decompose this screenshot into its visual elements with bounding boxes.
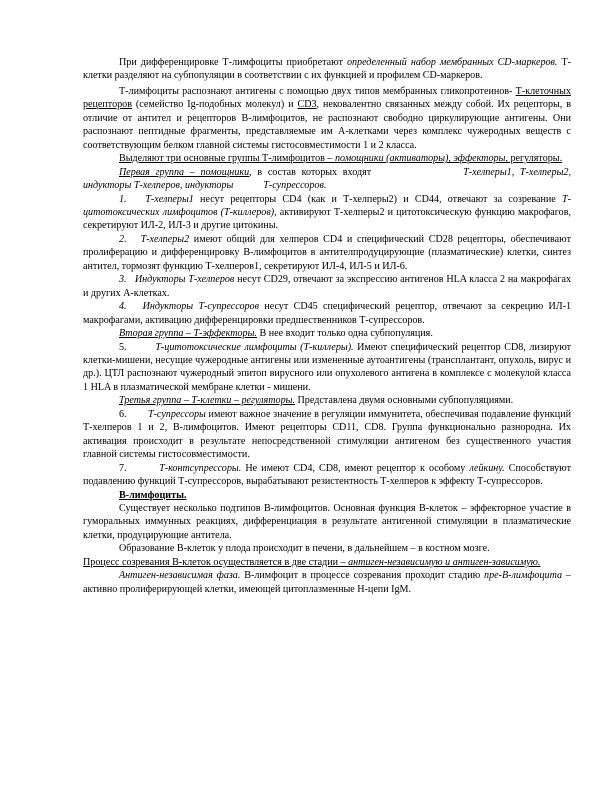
text: (семейство Ig-подобных молекул) и: [132, 99, 298, 111]
italic-text: лейкину.: [469, 462, 505, 474]
italic-text: Т-цитотоксических лимфоцитов (Т-киллеров),: [83, 193, 571, 218]
item-number: 3.: [119, 274, 127, 286]
item-number: 7.: [119, 462, 127, 474]
paragraph-b-cell-origin: [83, 542, 571, 555]
italic-text: Т-хелперы2: [140, 233, 190, 245]
text: Не имеют CD4, CD8, имеют рецептор к особому: [241, 462, 470, 474]
italic-text: Индукторы Т-хелперов: [134, 274, 235, 286]
paragraph-maturation: [83, 556, 571, 569]
paragraph-antigen-independent: [83, 569, 571, 596]
text: имеют важное значение в регуляции иммунитета, обеспечивая подавление функций Т-хелперов 1 и 2, В-лимфоцитов. Имеют рецепторы CD11, CD8. Группа функционально разнородна. Их активация происходит в результате непосредственной стимуляции антигеном без существенного участия главной системы гистосовместимости.: [83, 408, 571, 461]
text: , в состав которых входят: [249, 166, 372, 178]
underlined-text: регуляторы.: [507, 153, 563, 165]
underlined-text: Т-клеточных рецепторов: [83, 85, 571, 111]
italic-text: Т-хелперы1, Т-хелперы2, индукторы Т-хелперов, индукторы: [83, 166, 571, 192]
list-item: [83, 300, 571, 327]
text: активируют Т-хелперы2 и цитотоксическую функцию макрофагов, секретируют ИЛ-2, ИЛ-3 и другие цитокины.: [83, 206, 571, 232]
text: Имеют специфический рецептор CD8, лизируют клетки-мишени, несущие чужеродные антигены или измененные аутоантигены (трансплантант, опухоль, вирус и др.). ЦТЛ распознают чужеродный эпитоп вирусного или опухолевого антигена в комплексе с молекулой класса 1 HLA в плазматической мембране клетки - мишени.: [83, 341, 572, 393]
paragraph-second-group: [83, 327, 571, 340]
underlined-italic-text: Вторая группа – Т-эффекторы.: [119, 328, 257, 340]
underlined-italic-text: Третья группа – Т-клетки – регуляторы.: [119, 395, 295, 407]
italic-text: Т-супрессоров.: [263, 180, 327, 192]
text: При дифференцировке Т-лимфоциты приобретают: [119, 57, 347, 68]
heading-text: В-лимфоциты.: [119, 489, 187, 501]
text: В нее входит только одна субпопуляция.: [256, 328, 433, 340]
underlined-italic-text: антиген-независимую и антиген-зависимую.: [348, 556, 541, 568]
list-item: [83, 193, 571, 233]
italic-text: пре-В-лимфоцита: [484, 570, 563, 582]
list-item: [83, 273, 571, 300]
underlined-italic-text: Первая группа – помощники: [119, 166, 250, 178]
italic-text: Т-цитотоксические лимфоциты (Т-киллеры).: [155, 341, 354, 353]
text: Образование В-клеток у плода происходит в печени, в дальнейшем – в костном мозге.: [119, 543, 490, 555]
italic-text: определенный набор мембранных CD-маркеров.: [346, 57, 558, 68]
item-number: 1.: [119, 193, 127, 205]
text: несут рецепторы CD4 (как и Т-хелперы2) и CD44, отвечают за созревание: [193, 193, 563, 205]
text: несут CD45 специфический рецептор, отвечают за секрецию ИЛ-1 макрофагами, активацию дифференцировки предшественников Т-супрессоров.: [83, 301, 571, 326]
italic-text: Индукторы Т-супрессоров: [142, 301, 259, 313]
text: Представлена двумя основными субпопуляциями.: [294, 395, 514, 407]
list-item: [83, 341, 571, 395]
text: В-лимфоцит в процессе созревания проходит стадию: [240, 570, 485, 582]
item-number: 5.: [119, 341, 127, 353]
text: – активно пролиферирующей клетки, имеющей цитоплазменные Н-цепи IgM.: [83, 570, 571, 595]
section-heading: [83, 489, 571, 502]
list-item: [83, 462, 571, 489]
document-page: [83, 56, 571, 596]
italic-text: Антиген-независимая фаза.: [119, 570, 241, 582]
paragraph-third-group: [83, 394, 571, 407]
item-number: 2.: [119, 233, 127, 245]
text: Способствуют подавлению функций Т-супрессоров, вырабатывают резистентность Т-хелперов к эффекту Т-супрессоров.: [83, 462, 571, 488]
paragraph-receptors: [83, 85, 571, 152]
text: Существует несколько подтипов В-лимфоцитов. Основная функция В-клеток – эффекторное участие в гуморальных иммунных реакциях, дифференциация в результате антигенной стимуляции в плазматические клетки, продуцирующие антитела.: [83, 502, 571, 541]
paragraph-three-groups: [83, 152, 571, 165]
text: имеют общий для хелперов CD4 и специфический CD28 рецепторы, обеспечивают пролиферацию и дифференцировку В-лимфоцитов в антителпродуцирующие (плазматические) клетки, синтез антител, тормозят функцию Т-хелперов1, секретируют ИЛ-4, ИЛ-5 и ИЛ-6.: [83, 233, 571, 272]
text: Т-клетки разделяют на субпопуляции в соответствии с их функцией и профилем CD-маркеров.: [83, 57, 571, 82]
italic-text: Т-контсупрессоры.: [159, 462, 242, 474]
underlined-text: CD3: [297, 99, 317, 111]
text: , нековалентно связанных между собой. Их рецепторы, в отличие от антител и рецепторов В-лимфоцитов, не распознают свободно циркулирующие антигены. Они распознают пептидные фрагменты, представляемые им А-клетками через комплекс чужеродных веществ с соответствующим белком главной системы гистосовместимости 1 и 2 класса.: [83, 99, 571, 151]
italic-text: Т-супрессоры: [147, 408, 206, 420]
paragraph-b-cell-subtypes: [83, 502, 571, 542]
list-item: [83, 233, 571, 273]
underlined-text: Выделяют три основные группы Т-лимфоцитов –: [119, 153, 335, 165]
list-item: [83, 408, 571, 462]
item-number: 4.: [119, 301, 127, 313]
underlined-italic-text: помощники (активаторы), эффекторы,: [334, 153, 508, 165]
text: Т-лимфоциты распознают антигены с помощью двух типов мембранных гликопротеинов-: [119, 85, 516, 97]
text: несут CD29, отвечают за экспрессию антигенов HLA класса 2 на макрофагах и других А-клетках.: [83, 274, 571, 299]
underlined-text: Процесс созревания В-клеток осуществляется в две стадии –: [83, 556, 349, 568]
paragraph-cd-markers: [83, 56, 571, 83]
italic-text: Т-хелперы1: [145, 193, 194, 205]
item-number: 6.: [119, 408, 127, 420]
paragraph-first-group: [83, 166, 571, 193]
